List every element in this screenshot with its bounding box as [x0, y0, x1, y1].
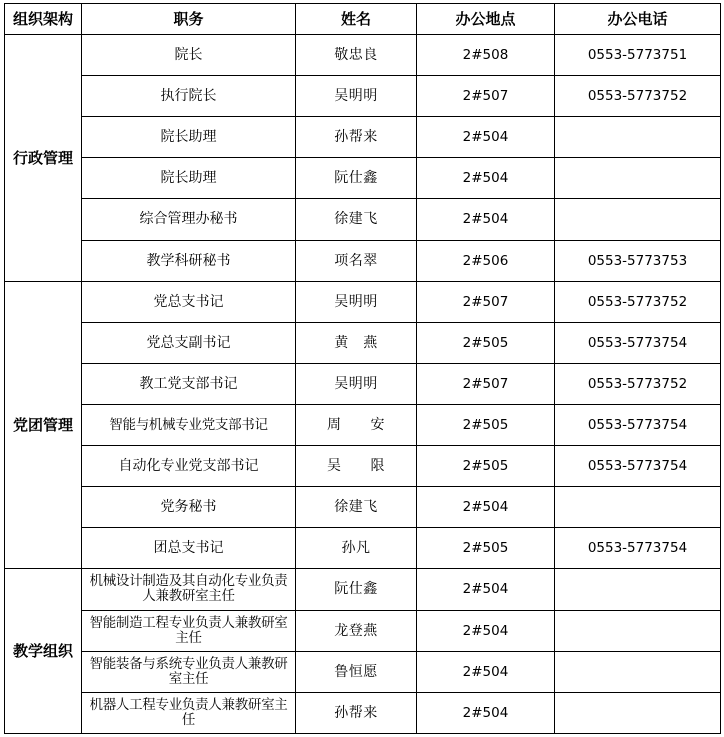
table-row	[5, 692, 721, 733]
office-cell: 2#504	[417, 651, 555, 692]
header-duty: 职务	[82, 4, 296, 35]
header-phone: 办公电话	[555, 4, 721, 35]
name-cell: 孙帮来	[296, 692, 417, 733]
duty-cell: 党总支副书记	[82, 322, 296, 363]
table-row	[5, 363, 721, 404]
group-label-party: 党团管理	[5, 281, 82, 569]
phone-cell: 0553-5773751	[555, 35, 721, 76]
name-cell: 徐建飞	[296, 199, 417, 240]
phone-cell	[555, 487, 721, 528]
name-cell: 吴明明	[296, 76, 417, 117]
group-label-admin: 行政管理	[5, 35, 82, 282]
duty-cell: 机械设计制造及其自动化专业负责人兼教研室主任	[82, 569, 296, 610]
name-cell: 龙登燕	[296, 610, 417, 651]
office-cell: 2#507	[417, 76, 555, 117]
table-row	[5, 322, 721, 363]
staff-directory-table	[4, 3, 721, 734]
table-row	[5, 528, 721, 569]
table-row	[5, 446, 721, 487]
office-cell: 2#507	[417, 363, 555, 404]
table-row	[5, 35, 721, 76]
phone-cell	[555, 569, 721, 610]
duty-cell: 团总支书记	[82, 528, 296, 569]
phone-cell: 0553-5773752	[555, 281, 721, 322]
office-cell: 2#504	[417, 117, 555, 158]
phone-cell	[555, 651, 721, 692]
phone-cell: 0553-5773754	[555, 404, 721, 445]
table-row	[5, 569, 721, 610]
office-cell: 2#504	[417, 692, 555, 733]
duty-cell: 综合管理办秘书	[82, 199, 296, 240]
table-row	[5, 199, 721, 240]
office-cell: 2#504	[417, 610, 555, 651]
duty-cell: 教工党支部书记	[82, 363, 296, 404]
phone-cell	[555, 199, 721, 240]
phone-cell	[555, 117, 721, 158]
table-row	[5, 487, 721, 528]
header-office: 办公地点	[417, 4, 555, 35]
name-cell: 鲁恒愿	[296, 651, 417, 692]
duty-cell: 自动化专业党支部书记	[82, 446, 296, 487]
name-cell: 吴 限	[296, 446, 417, 487]
office-cell: 2#504	[417, 199, 555, 240]
name-cell: 吴明明	[296, 281, 417, 322]
office-cell: 2#504	[417, 158, 555, 199]
header-group: 组织架构	[5, 4, 82, 35]
phone-cell	[555, 610, 721, 651]
duty-cell: 党务秘书	[82, 487, 296, 528]
table-row	[5, 651, 721, 692]
office-cell: 2#504	[417, 569, 555, 610]
office-cell: 2#504	[417, 487, 555, 528]
duty-cell: 智能制造工程专业负责人兼教研室主任	[82, 610, 296, 651]
phone-cell: 0553-5773752	[555, 76, 721, 117]
phone-cell: 0553-5773754	[555, 446, 721, 487]
name-cell: 敬忠良	[296, 35, 417, 76]
name-cell: 阮仕鑫	[296, 158, 417, 199]
office-cell: 2#508	[417, 35, 555, 76]
duty-cell: 智能装备与系统专业负责人兼教研室主任	[82, 651, 296, 692]
office-cell: 2#505	[417, 446, 555, 487]
office-cell: 2#506	[417, 240, 555, 281]
header-name: 姓名	[296, 4, 417, 35]
name-cell: 阮仕鑫	[296, 569, 417, 610]
table-row	[5, 158, 721, 199]
duty-cell: 党总支书记	[82, 281, 296, 322]
phone-cell	[555, 692, 721, 733]
duty-cell: 院长助理	[82, 158, 296, 199]
table-row	[5, 281, 721, 322]
table-row	[5, 117, 721, 158]
phone-cell: 0553-5773752	[555, 363, 721, 404]
name-cell: 徐建飞	[296, 487, 417, 528]
name-cell: 周 安	[296, 404, 417, 445]
table-row	[5, 240, 721, 281]
office-cell: 2#507	[417, 281, 555, 322]
table-row	[5, 76, 721, 117]
duty-cell: 院长	[82, 35, 296, 76]
office-cell: 2#505	[417, 322, 555, 363]
duty-cell: 执行院长	[82, 76, 296, 117]
phone-cell: 0553-5773753	[555, 240, 721, 281]
table-row	[5, 404, 721, 445]
duty-cell: 教学科研秘书	[82, 240, 296, 281]
name-cell: 项名翠	[296, 240, 417, 281]
header-row	[5, 4, 721, 35]
duty-cell: 智能与机械专业党支部书记	[82, 404, 296, 445]
table-row	[5, 610, 721, 651]
name-cell: 孙凡	[296, 528, 417, 569]
name-cell: 孙帮来	[296, 117, 417, 158]
name-cell: 黄 燕	[296, 322, 417, 363]
name-cell: 吴明明	[296, 363, 417, 404]
phone-cell	[555, 158, 721, 199]
duty-cell: 机器人工程专业负责人兼教研室主任	[82, 692, 296, 733]
phone-cell: 0553-5773754	[555, 322, 721, 363]
office-cell: 2#505	[417, 528, 555, 569]
phone-cell: 0553-5773754	[555, 528, 721, 569]
group-label-teaching: 教学组织	[5, 569, 82, 734]
office-cell: 2#505	[417, 404, 555, 445]
duty-cell: 院长助理	[82, 117, 296, 158]
